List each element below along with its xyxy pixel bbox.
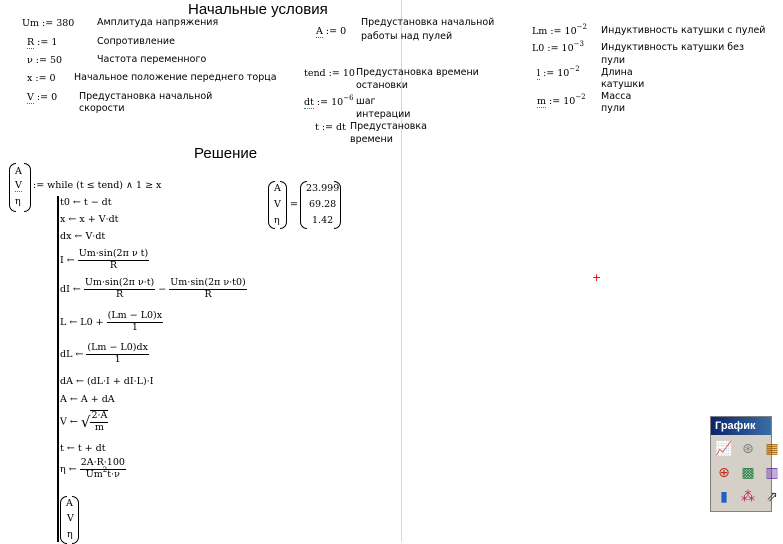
um-definition[interactable]: Um := 380 xyxy=(22,18,75,29)
scatter-plot-icon[interactable]: ⁂ xyxy=(741,489,755,505)
result-name-v: V xyxy=(274,199,281,210)
3d-bar-plot-icon[interactable]: ▥ xyxy=(765,465,779,481)
di-fraction-2: $\frac{\text{Um·sin(2π ν·t0)}}{R}$ xyxy=(170,277,246,300)
l-description-line1: Длина xyxy=(601,67,633,78)
line-l[interactable]: L ← L0 + $\frac{(Lm - L0)x}{1}$ xyxy=(60,310,163,333)
dt-description-line1: шаг xyxy=(356,96,376,107)
a-description-line2: работы над пулей xyxy=(361,31,453,42)
polar-plot-icon[interactable]: ⊛ xyxy=(742,441,754,457)
circle-plot-icon[interactable]: ⊕ xyxy=(718,465,730,481)
r-definition[interactable]: R := 1 xyxy=(27,37,58,48)
program-vector-v: V xyxy=(15,180,22,191)
x-definition[interactable]: x := 0 xyxy=(27,73,56,84)
program-vector-eta: η xyxy=(15,196,21,207)
v-description-line2: скорости xyxy=(79,103,125,114)
return-vector-eta: η xyxy=(67,529,73,540)
l-description-line2: катушки xyxy=(601,79,645,90)
bar-chart-icon[interactable]: ▮ xyxy=(720,489,728,505)
dl-fraction: $\frac{(Lm - L0)dx}{1}$ xyxy=(87,342,148,365)
result-value-a: 23.999 xyxy=(306,183,340,194)
dt-description-line2: интерации xyxy=(356,109,411,120)
t-description-line1: Предустановка xyxy=(350,121,427,132)
nu-description: Частота переменного xyxy=(97,54,207,65)
program-block-bar xyxy=(57,196,59,542)
m-description-line2: пули xyxy=(601,103,626,114)
l-fraction: $\frac{(Lm - L0)x}{1}$ xyxy=(107,310,163,333)
t-description-line2: времени xyxy=(350,134,393,145)
a-description-line1: Предустановка начальной xyxy=(361,17,495,28)
result-name-a: A xyxy=(274,183,281,194)
line-t[interactable]: t ← t + dt xyxy=(60,443,106,454)
line-v[interactable]: V ← √ $\frac{2\cdot A}{m}$ xyxy=(60,410,108,433)
dt-definition[interactable]: dt := $10^{-6}$ xyxy=(304,94,354,108)
sqrt-sign-icon: √ xyxy=(80,412,91,431)
tend-description-line1: Предустановка времени xyxy=(356,67,479,78)
v-description-line1: Предустановка начальной xyxy=(79,91,213,102)
line-x[interactable]: x ← x + V·dt xyxy=(60,214,119,225)
lm-description: Индуктивность катушки с пулей xyxy=(601,25,766,36)
result-equals: = xyxy=(290,199,298,210)
graph-toolbar[interactable] xyxy=(710,416,779,512)
xy-plot-icon[interactable]: 📈 xyxy=(715,441,733,457)
line-i[interactable]: I ← $\frac{\text{Um·sin(2π ν t)}}{R}$ xyxy=(60,248,149,271)
graph-toolbar-buttons xyxy=(711,435,779,511)
r-description: Сопротивление xyxy=(97,36,175,47)
line-di[interactable]: dI ← $\frac{\text{Um·sin(2π ν·t)}}{R}$ − $\frac{\text{Um·sin(2π ν·t0)}}{R}$ xyxy=(60,277,246,300)
x-description: Начальное положение переднего торца xyxy=(74,72,277,83)
vector-field-icon[interactable]: ⇗ xyxy=(766,489,778,505)
tend-definition[interactable]: tend := 10 xyxy=(304,68,355,79)
graph-toolbar-title[interactable]: График xyxy=(711,417,771,435)
crosshair-cursor-icon: + xyxy=(592,271,602,284)
return-vector-a: A xyxy=(66,498,73,509)
a-definition[interactable]: A := 0 xyxy=(316,26,347,37)
line-eta[interactable]: η ← $\frac{2A\cdot R\cdot 100}{Um^2t\cdot\nu}$ xyxy=(60,457,125,480)
result-value-v: 69.28 xyxy=(309,199,337,210)
l-definition[interactable]: l := $10^{-2}$ xyxy=(537,65,580,79)
heading-solution: Решение xyxy=(194,145,258,162)
line-dx[interactable]: dx ← V·dt xyxy=(60,231,106,242)
program-while-header[interactable]: := while (t ≤ tend) ∧ 1 ≥ x xyxy=(33,180,162,191)
tend-description-line2: остановки xyxy=(356,80,408,91)
contour-plot-icon[interactable]: ▩ xyxy=(741,465,755,481)
result-value-eta: 1.42 xyxy=(312,215,334,226)
eta-fraction: $\frac{2A\cdot R\cdot 100}{Um^2t\cdot\nu}$ xyxy=(80,457,125,480)
line-da[interactable]: dA ← (dL·I + dI·L)·I xyxy=(60,376,154,387)
line-dl[interactable]: dL ← $\frac{(Lm - L0)dx}{1}$ xyxy=(60,342,148,365)
m-description-line1: Масса xyxy=(601,91,632,102)
l0-definition[interactable]: L0 := $10^{-3}$ xyxy=(532,40,584,54)
m-definition[interactable]: m := $10^{-2}$ xyxy=(537,93,586,107)
l0-description-line2: пули xyxy=(601,55,626,66)
um-description: Амплитуда напряжения xyxy=(97,17,219,28)
v-definition[interactable]: V := 0 xyxy=(27,92,58,103)
i-fraction: $\frac{\text{Um·sin(2π ν t)}}{R}$ xyxy=(78,248,149,271)
result-names-right-paren xyxy=(280,181,287,229)
program-vector-right-paren xyxy=(24,163,31,212)
result-name-eta: η xyxy=(274,215,280,226)
return-vector-v: V xyxy=(67,513,74,524)
surface-plot-icon[interactable]: ▦ xyxy=(765,441,779,457)
line-a[interactable]: A ← A + dA xyxy=(60,394,115,405)
t-definition[interactable]: t := dt xyxy=(315,122,346,133)
heading-initial-conditions: Начальные условия xyxy=(188,1,328,18)
lm-definition[interactable]: Lm := $10^{-2}$ xyxy=(532,23,587,37)
di-fraction-1: $\frac{\text{Um·sin(2π ν·t)}}{R}$ xyxy=(84,277,155,300)
l0-description-line1: Индуктивность катушки без xyxy=(601,42,745,53)
nu-definition[interactable]: ν := 50 xyxy=(27,55,63,66)
line-t0[interactable]: t0 ← t − dt xyxy=(60,197,112,208)
v-fraction: $\frac{2\cdot A}{m}$ xyxy=(91,410,108,433)
program-vector-a: A xyxy=(15,166,22,177)
